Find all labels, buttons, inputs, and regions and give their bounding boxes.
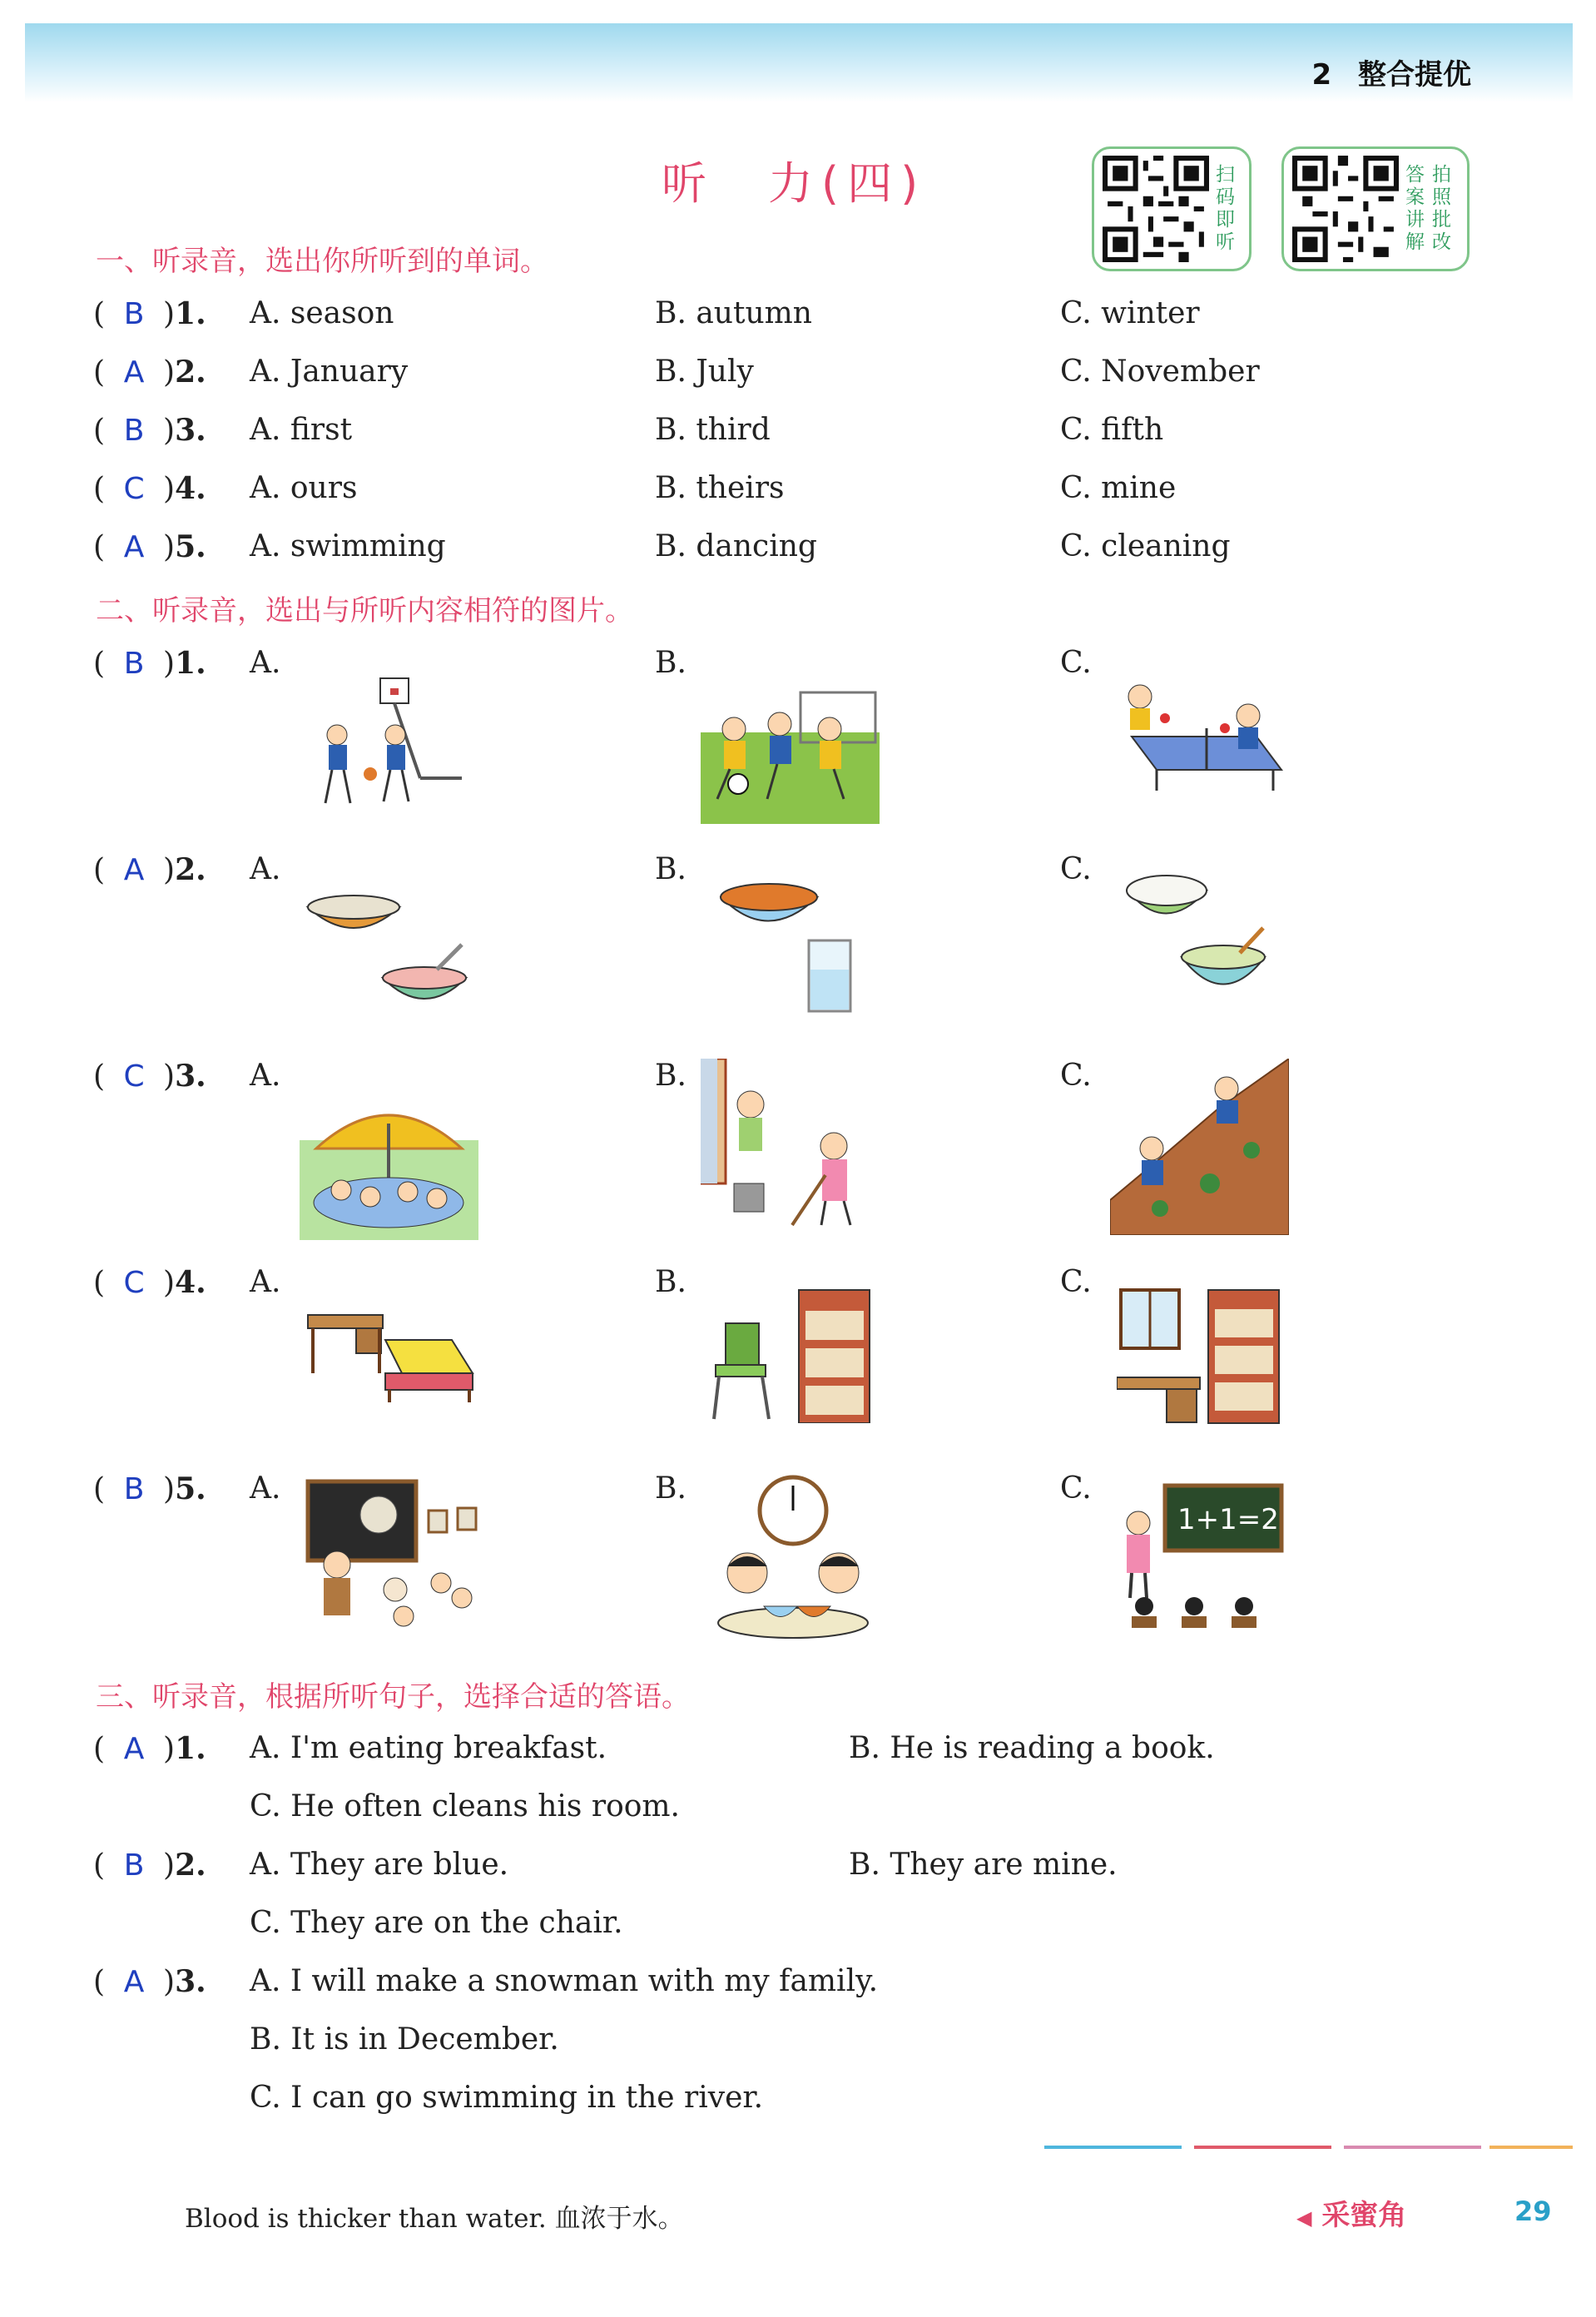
qr-answers[interactable] xyxy=(1281,146,1470,271)
picnic-picture[interactable] xyxy=(300,1090,478,1240)
part3-heading: 三、听录音，根据所听句子，选择合适的答语。 xyxy=(96,1680,690,1714)
option-b: B. xyxy=(655,1265,686,1299)
option-b: B. theirs xyxy=(655,471,785,505)
option-c: C. winter xyxy=(1060,296,1200,330)
option-b: B. xyxy=(655,1471,686,1506)
option-c: C. I can go swimming in the river. xyxy=(250,2081,764,2115)
option-b: B. xyxy=(655,1059,686,1093)
option-a: A. I will make a snowman with my family. xyxy=(250,1964,879,1998)
answer-blank[interactable]: ( B )3. xyxy=(93,413,206,448)
table-tennis-picture[interactable] xyxy=(1107,678,1290,795)
option-a: A. I'm eating breakfast. xyxy=(250,1731,607,1765)
option-c: C. November xyxy=(1060,355,1260,389)
answer-blank[interactable]: ( C )3. xyxy=(93,1059,206,1094)
page-number: 29 xyxy=(1514,2195,1552,2227)
football-picture[interactable] xyxy=(701,682,880,824)
qr-listen[interactable] xyxy=(1092,146,1252,271)
option-c: C. xyxy=(1060,646,1092,680)
noodles-and-water-picture[interactable] xyxy=(717,874,867,1020)
answer-blank[interactable]: ( B )2. xyxy=(93,1848,206,1883)
brand: ◀ 采蜜角 xyxy=(1296,2199,1407,2232)
window-desk-bookcase-picture[interactable] xyxy=(1117,1286,1283,1426)
answer-blank[interactable]: ( B )1. xyxy=(93,646,206,681)
option-c: C. xyxy=(1060,852,1092,886)
arrow-left-icon: ◀ xyxy=(1296,2206,1312,2230)
basketball-picture[interactable] xyxy=(304,670,470,811)
option-b: B. He is reading a book. xyxy=(849,1731,1215,1765)
climbing-picture[interactable] xyxy=(1110,1059,1289,1235)
option-c: C. mine xyxy=(1060,471,1177,505)
part2-heading: 二、听录音，选出与所听内容相符的图片。 xyxy=(96,594,633,628)
option-a: A. swimming xyxy=(250,529,446,563)
option-b: B. July xyxy=(655,355,754,389)
answer-blank[interactable]: ( A )3. xyxy=(93,1964,206,1999)
answer-blank[interactable]: ( B )1. xyxy=(93,296,206,331)
noodles-and-porridge-picture[interactable] xyxy=(304,878,470,1020)
option-a: A. xyxy=(250,852,281,886)
qr-caption: 扫 码 即 听 xyxy=(1216,164,1235,253)
answer-blank[interactable]: ( A )2. xyxy=(93,355,206,389)
answer-blank[interactable]: ( A )1. xyxy=(93,1731,206,1766)
option-c: C. He often cleans his room. xyxy=(250,1789,680,1823)
chair-and-bookcase-picture[interactable] xyxy=(707,1286,874,1423)
proverb: Blood is thicker than water. 血浓于水。 xyxy=(185,2204,684,2234)
option-b: B. xyxy=(655,852,686,886)
answer-blank[interactable]: ( B )5. xyxy=(93,1471,206,1506)
option-c: C. xyxy=(1060,1059,1092,1093)
option-c: C. fifth xyxy=(1060,413,1164,447)
option-b: B. They are mine. xyxy=(849,1848,1118,1882)
footer-line xyxy=(1344,2146,1481,2149)
blackboard-text: 1+1=2 xyxy=(1177,1503,1279,1536)
qr-code-icon xyxy=(1103,156,1209,262)
option-a: A. January xyxy=(250,355,409,389)
option-a: A. xyxy=(250,1265,281,1299)
option-a: A. xyxy=(250,646,281,680)
qr-caption: 答 拍 案 照 讲 批 解 改 xyxy=(1405,164,1451,253)
art-room-picture[interactable] xyxy=(304,1473,483,1635)
option-a: A. season xyxy=(250,296,394,330)
option-c: C. xyxy=(1060,1471,1092,1506)
footer-line xyxy=(1044,2146,1182,2149)
unit-number: 2 xyxy=(1311,58,1332,92)
footer-line xyxy=(1489,2146,1573,2149)
unit-title: 整合提优 xyxy=(1358,58,1471,92)
option-a: A. ours xyxy=(250,471,358,505)
page-title: 听 力(四) xyxy=(662,157,927,210)
option-a: A. xyxy=(250,1059,281,1093)
part1-heading: 一、听录音，选出你所听到的单词。 xyxy=(96,245,548,278)
cleaning-picture[interactable] xyxy=(701,1059,880,1233)
rice-and-soup-picture[interactable] xyxy=(1123,866,1273,1020)
lunch-clock-picture[interactable] xyxy=(714,1473,872,1640)
option-c: C. They are on the chair. xyxy=(250,1906,623,1940)
option-b: B. dancing xyxy=(655,529,817,563)
answer-blank[interactable]: ( A )5. xyxy=(93,529,206,564)
qr-code-icon xyxy=(1292,156,1399,262)
desk-and-bed-picture[interactable] xyxy=(306,1307,477,1407)
footer-line xyxy=(1194,2146,1331,2149)
option-a: A. first xyxy=(250,413,353,447)
option-a: A. They are blue. xyxy=(250,1848,509,1882)
math-class-picture[interactable] xyxy=(1115,1481,1286,1640)
option-a: A. xyxy=(250,1471,281,1506)
answer-blank[interactable]: ( C )4. xyxy=(93,471,206,506)
option-b: B. third xyxy=(655,413,771,447)
option-b: B. It is in December. xyxy=(250,2022,559,2057)
option-b: B. xyxy=(655,646,686,680)
answer-blank[interactable]: ( A )2. xyxy=(93,852,206,887)
option-b: B. autumn xyxy=(655,296,812,330)
answer-blank[interactable]: ( C )4. xyxy=(93,1265,206,1300)
option-c: C. xyxy=(1060,1265,1092,1299)
option-c: C. cleaning xyxy=(1060,529,1231,563)
unit-header xyxy=(1311,52,1471,92)
